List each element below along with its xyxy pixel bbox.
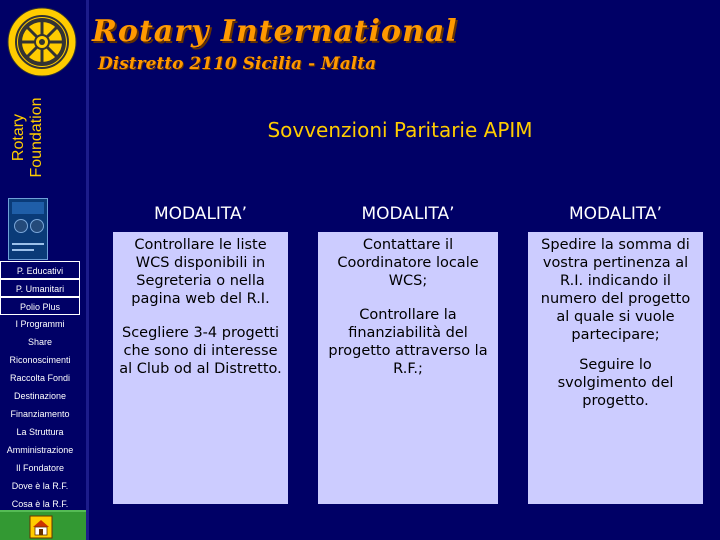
sidebar-item-amministrazione[interactable]: Amministrazione (6, 445, 74, 455)
sidebar-item-raccolta-fondi[interactable]: Raccolta Fondi (9, 373, 71, 383)
sidebar-item-share[interactable]: Share (27, 337, 53, 347)
logo-district: Distretto 2110 Sicilia - Malta (98, 54, 377, 74)
column-paragraph: Contattare il Coordinatore locale WCS; (337, 237, 479, 289)
sidebar (0, 0, 86, 540)
column-3 (528, 196, 703, 504)
column-body (528, 232, 703, 504)
home-icon (29, 515, 53, 539)
sidebar-item-finanziamento[interactable]: Finanziamento (10, 409, 70, 419)
sidebar-item-fondatore[interactable]: Il Fondatore (15, 463, 65, 473)
logo-rotary-international: Rotary International (92, 14, 458, 49)
vertical-title (10, 80, 80, 195)
sidebar-item-polioplus[interactable]: Polio Plus (0, 297, 80, 315)
column-body (318, 232, 498, 504)
vertical-title-line1: Rotary (10, 113, 27, 162)
column-2 (318, 196, 498, 504)
vertical-title-line2: Foundation (28, 97, 45, 178)
sidebar-item-destinazione[interactable]: Destinazione (13, 391, 67, 401)
sidebar-divider (86, 0, 89, 540)
column-heading: MODALITA’ (153, 204, 248, 224)
sidebar-item-struttura[interactable]: La Struttura (16, 427, 64, 437)
sidebar-nav (0, 261, 86, 513)
sidebar-item-riconoscimenti[interactable]: Riconoscimenti (9, 355, 71, 365)
column-paragraph: Seguire lo svolgimento del progetto. (557, 357, 674, 409)
book-cover-image (8, 198, 48, 260)
column-1 (113, 196, 288, 504)
sidebar-item-programmi[interactable]: I Programmi (15, 319, 65, 329)
column-paragraph: Scegliere 3-4 progetti che sono di interesse al Club od al Distretto. (119, 325, 282, 377)
rotary-wheel-icon (6, 6, 78, 78)
column-body (113, 232, 288, 504)
column-paragraph: Controllare la finanziabilità del progetto attraverso la R.F.; (328, 307, 488, 377)
sidebar-item-dove[interactable]: Dove è la R.F. (11, 481, 69, 491)
sidebar-item-educativi[interactable]: P. Educativi (0, 261, 80, 279)
column-heading: MODALITA’ (568, 204, 663, 224)
page-title: Sovvenzioni Paritarie APIM (267, 118, 533, 142)
home-button[interactable] (0, 510, 86, 540)
column-paragraph: Controllare le liste WCS disponibili in Segreteria o nella pagina web del R.I. (131, 237, 270, 307)
sidebar-item-umanitari[interactable]: P. Umanitari (0, 279, 80, 297)
sidebar-item-cosa[interactable]: Cosa è la R.F. (11, 499, 69, 509)
column-paragraph: Spedire la somma di vostra pertinenza al R.I. indicando il numero del progetto al quale si vuole partecipare; (540, 237, 691, 343)
column-heading: MODALITA’ (361, 204, 455, 224)
